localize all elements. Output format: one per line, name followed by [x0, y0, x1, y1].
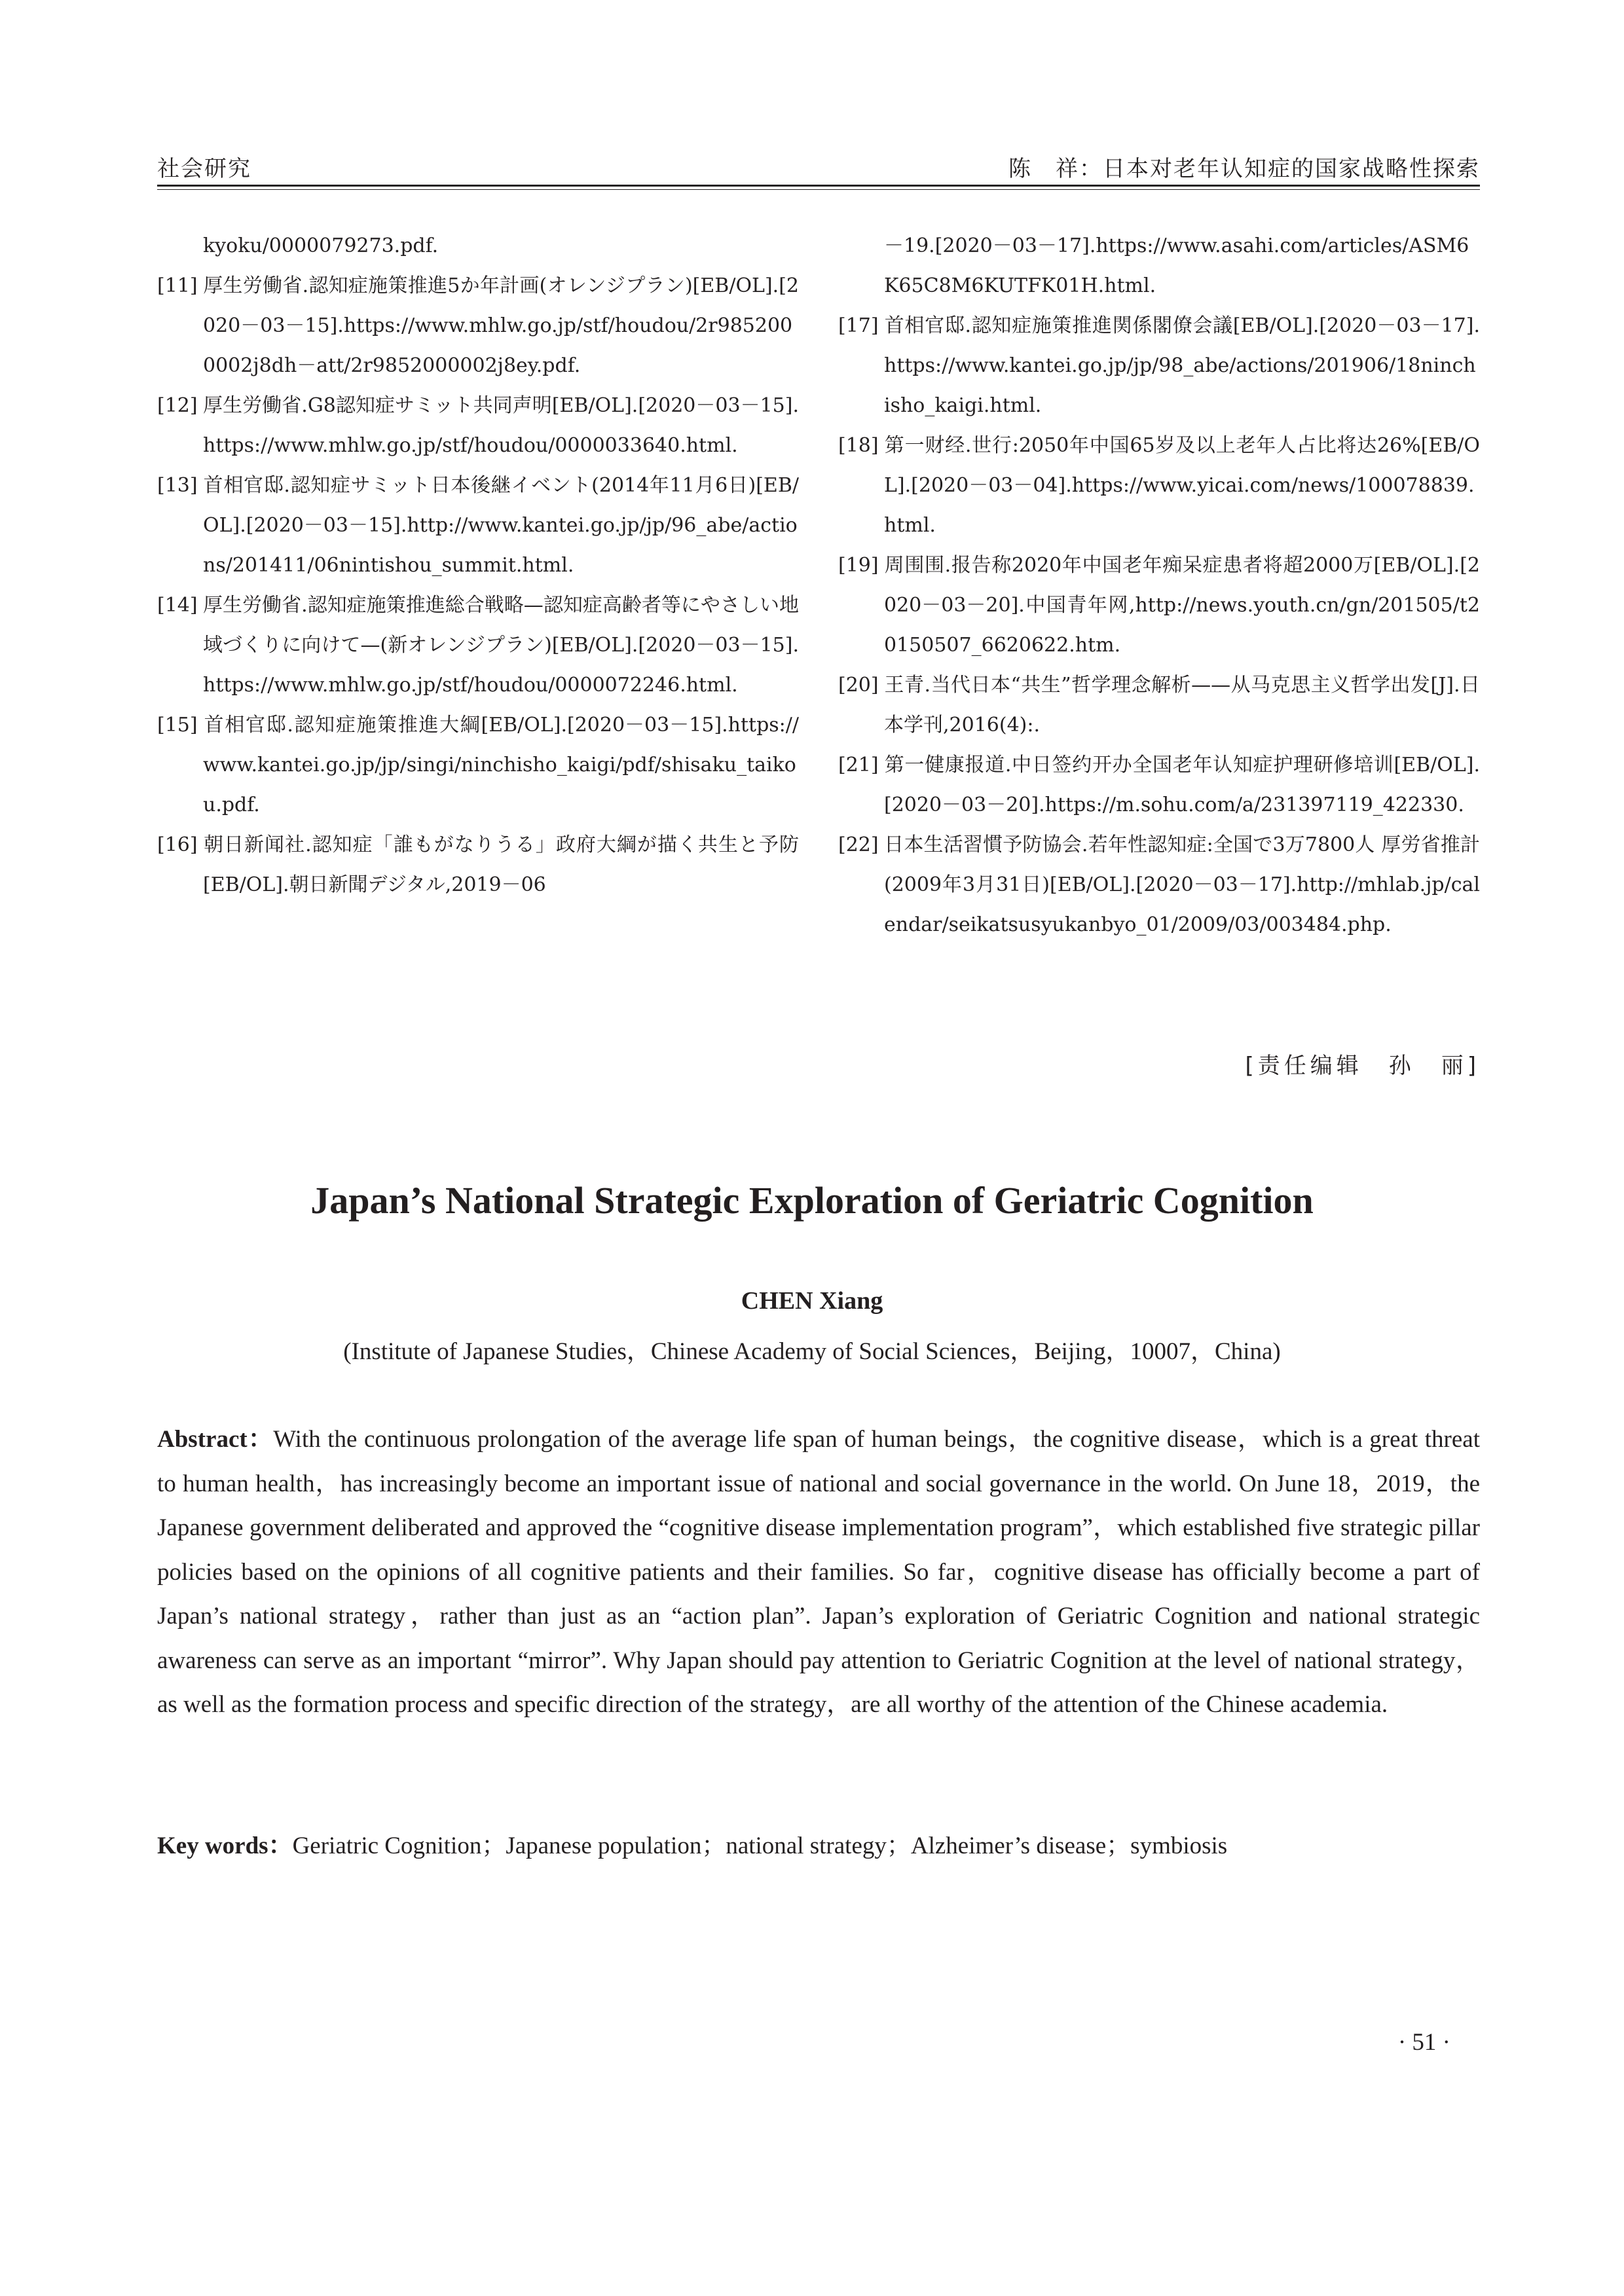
- reference-item: [12] 厚生労働省.G8認知症サミット共同声明[EB/OL].[2020－03－15].https://www.mhlw.go.jp/stf/houdou/0000033640.html.: [157, 394, 799, 457]
- running-header: [157, 151, 1480, 182]
- reference-item: [15] 首相官邸.認知症施策推進大綱[EB/OL].[2020－03－15].https://www.kantei.go.jp/jp/singi/ninchisho_kaigi/pdf/shisaku_taikou.pdf.: [157, 714, 799, 816]
- responsible-editor: [责任编辑 孙 丽]: [1245, 1053, 1480, 1079]
- english-affiliation: (Institute of Japanese Studies，Chinese Academy of Social Sciences，Beijing，10007，China): [343, 1338, 1281, 1365]
- reference-item: [14] 厚生労働省.認知症施策推進総合戦略—認知症高齢者等にやさしい地域づくりに向けて—(新オレンジプラン)[EB/OL].[2020－03－15].https://www.mhlw.go.jp/stf/houdou/0000072246.html.: [157, 594, 799, 697]
- abstract-label: Abstract：: [157, 1426, 274, 1453]
- header-rule: [157, 185, 1480, 187]
- english-keywords: [157, 1827, 1506, 1866]
- reference-item: [13] 首相官邸.認知症サミット日本後継イベント(2014年11月6日)[EB/OL].[2020－03－15].http://www.kantei.go.jp/jp/96_abe/actions/201411/06nintishou_summit.html.: [157, 474, 799, 577]
- reference-item: [19] 周围围.报告称2020年中国老年痴呆症患者将超2000万[EB/OL].[2020－03－20].中国青年网,http://news.youth.cn/gn/201505/t20150507_6620622.htm.: [838, 554, 1480, 657]
- references-right-column: [838, 226, 1480, 945]
- header-rule-thin: [157, 189, 1480, 190]
- reference-item: kyoku/0000079273.pdf.: [203, 234, 439, 257]
- english-abstract: [157, 1417, 1480, 1727]
- references-left-column: [157, 226, 799, 905]
- reference-item: [20] 王青.当代日本“共生”哲学理念解析——从马克思主义哲学出发[J].日本学刊,2016(4):.: [838, 674, 1480, 737]
- english-title: Japan’s National Strategic Exploration of Geriatric Cognition: [310, 1179, 1314, 1222]
- reference-item: [22] 日本生活習慣予防協会.若年性認知症:全国で3万7800人 厚労省推計(2009年3月31日)[EB/OL].[2020－03－17].http://mhlab.jp/calendar/seikatsusyukanbyo_01/2009/03/003484.php.: [838, 833, 1480, 936]
- abstract-text: With the continuous prolongation of the average life span of human beings，the cognitive disease，which is a great threat to human health，has increasingly become an important issue of national and social governance in the world. On June 18，2019，the Japanese government deliberated and approved the “cognitive disease implementation program”，which established five strategic pillar policies based on the opinions of all cognitive patients and their families. So far，cognitive disease has officially become a part of Japan’s national strategy，rather than just as an “action plan”. Japan’s exploration of Geriatric Cognition and national strategic awareness can serve as an important “mirror”. Why Japan should pay attention to Geriatric Cognition at the level of national strategy，as well as the formation process and specific direction of the strategy，are all worthy of the attention of the Chinese academia.: [157, 1426, 1480, 1718]
- english-author: CHEN Xiang: [741, 1287, 883, 1315]
- reference-item: [21] 第一健康报道.中日签约开办全国老年认知症护理研修培训[EB/OL].[2020－03－20].https://m.sohu.com/a/231397119_422330.: [838, 754, 1480, 816]
- article-running-title: 陈 祥：日本对老年认知症的国家战略性探索: [1008, 156, 1480, 182]
- keywords-text: Geriatric Cognition；Japanese population；national strategy；Alzheimer’s disease；symbiosis: [292, 1832, 1228, 1859]
- reference-item: [18] 第一财经.世行:2050年中国65岁及以上老年人占比将达26%[EB/OL].[2020－03－04].https://www.yicai.com/news/100078839.html.: [838, 434, 1480, 537]
- page-number: · 51 ·: [1397, 2029, 1450, 2056]
- reference-item: [17] 首相官邸.認知症施策推進関係閣僚会議[EB/OL].[2020－03－17].https://www.kantei.go.jp/jp/98_abe/actions/201906/18ninchisho_kaigi.html.: [838, 314, 1480, 417]
- journal-section: 社会研究: [157, 156, 251, 182]
- reference-item: [11] 厚生労働省.認知症施策推進5か年計画(オレンジプラン)[EB/OL].[2020－03－15].https://www.mhlw.go.jp/stf/houdou/2r9852000002j8dh－att/2r9852000002j8ey.pdf.: [157, 274, 799, 377]
- reference-item: [16] 朝日新闻社.認知症「誰もがなりうる」政府大綱が描く共生と予防[EB/OL].朝日新聞デジタル,2019－06: [157, 833, 799, 896]
- keywords-label: Key words：: [157, 1832, 293, 1859]
- reference-item: －19.[2020－03－17].https://www.asahi.com/articles/ASM6K65C8M6KUTFK01H.html.: [884, 234, 1469, 297]
